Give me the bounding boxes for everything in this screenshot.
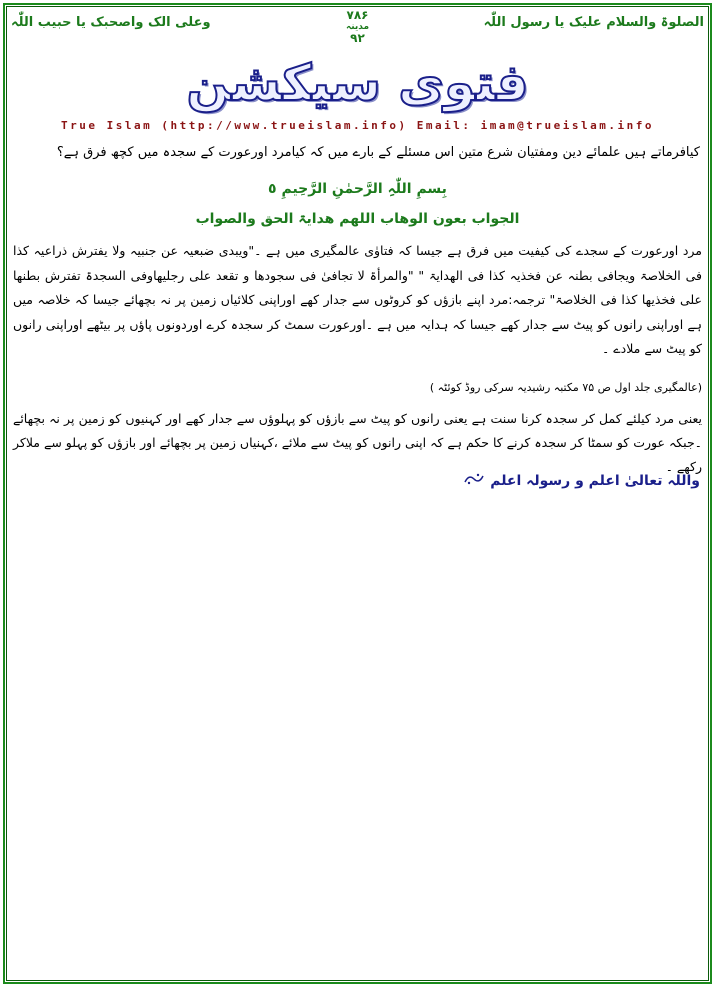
fatwa-number-mark: مدینہ — [345, 22, 370, 32]
fatwa-number-bottom: ۹۲ — [350, 31, 365, 45]
honorific-seal-icon — [463, 472, 485, 490]
fatwa-page — [3, 3, 712, 984]
contact-line: True Islam (http://www.trueislam.info) Email: imam@trueislam.info — [61, 119, 654, 132]
fatwa-number — [346, 9, 369, 45]
page-title: فتوی سیکشن — [186, 54, 529, 112]
bismillah: بِسمِ اللّٰہِ الرَّحمٰنِ الرَّحِیمِ ٥ — [268, 181, 447, 197]
question-text: کیافرماتے ہیں علمائے دین ومفتیان شرع متین اس مسئلے کے بارے میں کہ کیامرد اورعورت کے سجدہ میں کچھ فرق ہے؟ — [56, 145, 700, 160]
salutation-left: وعلی الک واصحبک یا حبیب اللّٰہ — [11, 15, 211, 30]
closing-text: واللہ تعالیٰ اعلم و رسولہ اعلم — [490, 473, 700, 489]
closing-line — [457, 472, 700, 490]
fatwa-number-top: ۷۸۶ — [346, 8, 369, 22]
salutation-right: الصلوۃ والسلام علیک یا رسول اللّٰہ — [483, 15, 704, 30]
header-bar — [5, 9, 710, 49]
reference-citation: (عالمگیری جلد اول ص ۷۵ مکتبہ رشیدیہ سرکی روڈ کوئٹہ ) — [429, 381, 702, 394]
answer-summary: یعنی مرد کیلئے کمل کر سجدہ کرنا سنت ہے یعنی رانوں کو پیٹ سے بازؤں کو پہلوؤں سے جدار کھے اور کہنیوں کو زمین پر نہ بچھائے ۔جبکہ عورت کو سمٹا کر سجدہ کرنے کا حکم ہے کہ اپنی رانوں کو پیٹ سے ملائے ،کہنیاں زمین پر بچھائے اور بازؤں کو پہلو سے ملاکر رکھے ۔ — [13, 411, 702, 474]
answer-heading: الجواب بعون الوھاب اللھم ھدایۃ الحق والصواب — [195, 211, 520, 227]
answer-body: مرد اورعورت کے سجدے کی کیفیت میں فرق ہے جیسا کہ فتاوٰی عالمگیری میں ہے ۔"ویبدی ضبعیہ عن جنبیہ ولا یفترش ذراعیہ کذا فی الخلاصۃ ویجافی بطنہ عن فخذیہ کذا فی الھدایۃ " "والمرأۃ لا تجافیٰ فی سجودھا و تقعد علی رجلیھاوفی السجدۃ تفترش بطنھا علی فخذیھا کذا فی الخلاصۃ" ترجمہ:مرد اپنے بازؤں کو کروٹوں سے جدار کھے اوراپنی کلائیاں زمین پر نہ بچھائے جیسا کہ خلاصہ میں ہے اوراپنی رانوں کو پیٹ سے جدار کھے جیسا کہ ہدایہ میں ہے ۔اورعورت سمٹ کر سجدہ کرے اوردونوں پاؤں پر بیٹھے اوراپنی رانوں کو پیٹ سے ملادے ۔ — [13, 243, 702, 356]
